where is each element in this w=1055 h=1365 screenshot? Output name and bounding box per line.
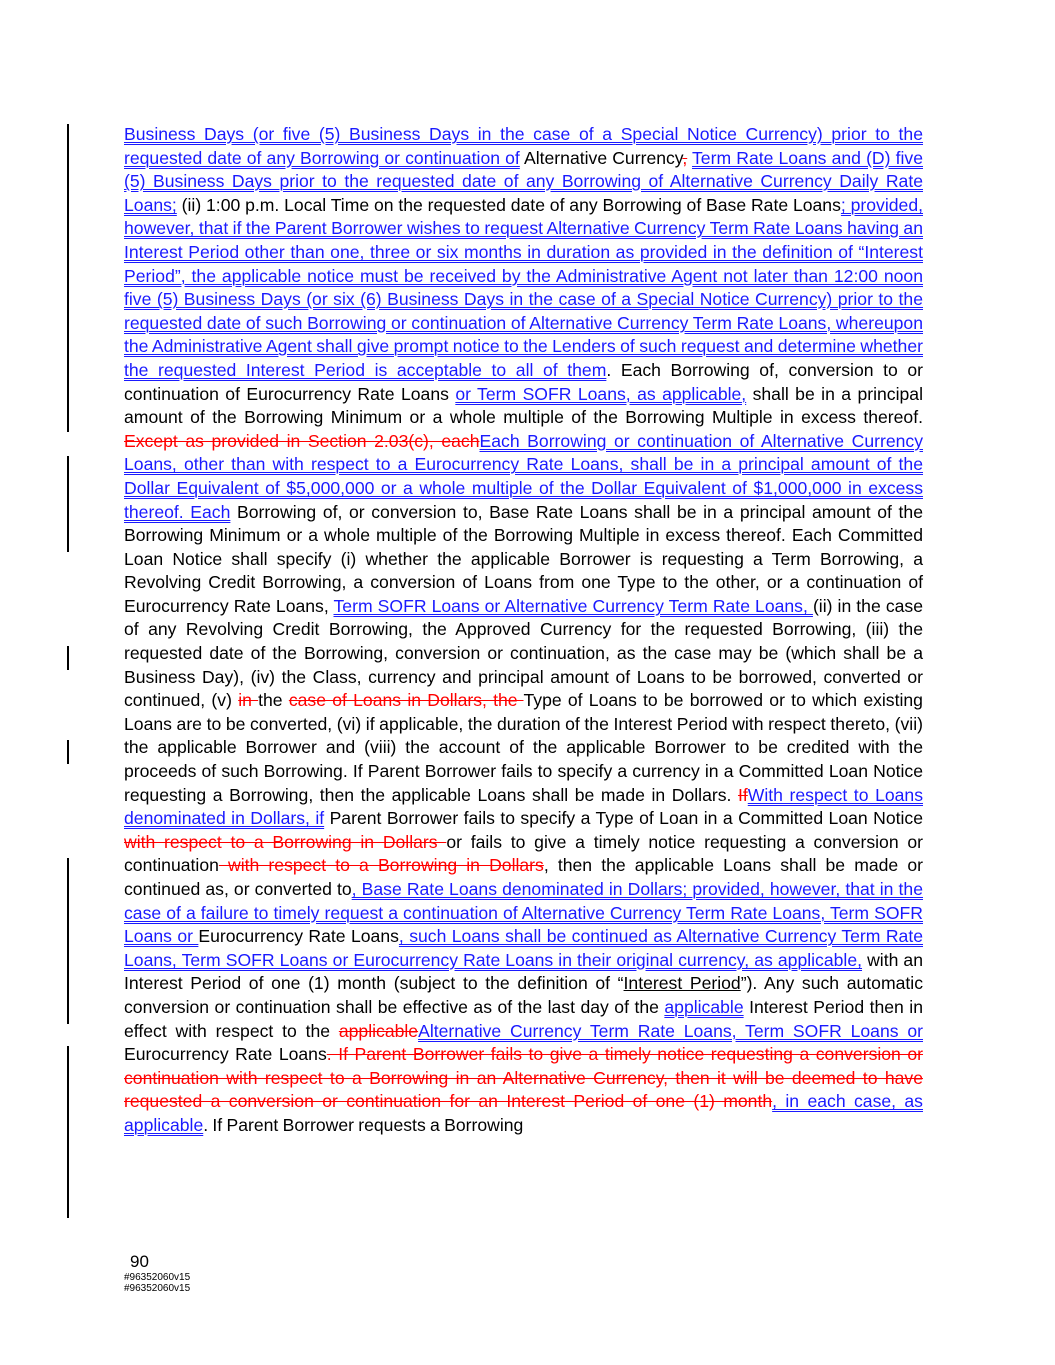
body-paragraph — [124, 123, 923, 1138]
inserted-text: , such Loans shall be continued as Alternative Currency Term Rate Loans, Term SOFR Loans or Eurocurrency Rate Loans in their original currency, as applicable, — [124, 926, 923, 970]
body-text-run: Interest Period then in effect with respect to the — [124, 996, 923, 1041]
inserted-text: Term Rate Loans and (D) five (5) Business Days prior to the requested date of any Borrowing of Alternative Currency Daily Rate Loans; — [124, 147, 923, 215]
underlined-term: Interest Period — [623, 973, 741, 994]
inserted-text: Alternative Currency Term Rate Loans, Term SOFR Loans or — [418, 1020, 923, 1041]
body-text-run: Alternative Currency — [519, 147, 683, 168]
document-id: #96352060v15 — [124, 1283, 191, 1294]
inserted-text: With respect to Loans denominated in Dollars, if — [124, 784, 923, 829]
body-text-run: or fails to give a timely notice requesting a conversion or continuation — [124, 831, 923, 876]
change-bar — [67, 124, 69, 432]
body-text-run: . Each Borrowing of, conversion to or continuation of Eurocurrency Rate Loans — [124, 359, 924, 404]
inserted-text: or Term SOFR Loans, as applicable, — [455, 383, 747, 404]
body-text-run: Borrowing of, or conversion to, Base Rate Loans shall be in a principal amount of the Borrowing Minimum or a whole multiple of the Borrowing Multiple in excess thereof. Each Committed Loan Notice shall specify (i) whether the applicable Borrower is requesting a Term Borrowing, a Revolving Credit Borrowing, a conversion of Loans from one Type to the other, or a continuation of Eurocurrency Rate Loans, — [124, 501, 923, 616]
deleted-text: with respect to a Borrowing in Dollars — [124, 831, 447, 852]
document-id: #96352060v15 — [124, 1272, 191, 1283]
body-text-run: Eurocurrency Rate Loans — [198, 926, 399, 947]
body-text-run: the — [258, 690, 289, 711]
body-text-run: . If Parent Borrower requests a Borrowing — [203, 1114, 524, 1135]
inserted-text: , Base Rate Loans denominated in Dollars; provided, however, that in the case of a failure to timely request a continuation of Alternative Currency Term Rate Loans, Term SOFR Loans or — [124, 879, 923, 947]
body-text-run: Eurocurrency Rate Loans — [124, 1044, 327, 1065]
deleted-text: with respect to a Borrowing in Dollars — [218, 855, 544, 876]
deleted-text: , — [682, 147, 688, 168]
body-text-run: with an Interest Period of one (1) month (subject to the definition of “ — [124, 949, 924, 994]
deleted-text: case of Loans in Dollars, the — [288, 690, 524, 711]
page-number: 90 — [130, 1252, 149, 1271]
change-bar — [67, 1046, 69, 1218]
inserted-text: applicable — [664, 996, 744, 1017]
deleted-text: in — [238, 690, 259, 711]
change-bar — [67, 646, 69, 670]
deleted-text: applicable — [338, 1020, 419, 1041]
page-footer — [124, 1252, 190, 1294]
inserted-text: , in each case, as applicable — [124, 1091, 923, 1135]
deleted-text: . If Parent Borrower fails to give a timely notice requesting a conversion or continuation with respect to a Borrowing in an Alternative Currency, then it will be deemed to have requested a conversion or continuation for an Interest Period of one (1) month — [124, 1044, 924, 1112]
body-text-run: (ii) in the case of any Revolving Credit Borrowing, the Approved Currency for the requested Borrowing, (iii) the requested date of the Borrowing, conversion or continuation, as the case may be (which shall be a Business Day), (iv) the Class, currency and principal amount of Loans to be borrowed, converted or continued, (v) — [124, 595, 923, 711]
inserted-text: ; provided, however, that if the Parent Borrower wishes to request Alternative Currency Term Rate Loans having an Interest Period other than one, three or six months in duration as provided in the definition of “Interest Period”, the applicable notice must be received by the Administrative Agent not later than 12:00 noon five (5) Business Days (or six (6) Business Days in the case of a Special Notice Currency) prior to the requested date of such Borrowing or continuation of Alternative Currency Term Rate Loans, whereupon the Administrative Agent shall give prompt notice to the Lenders of such request and determine whether the requested Interest Period is acceptable to all of them — [124, 194, 923, 380]
deleted-text: Except as provided in Section 2.03(c), each — [124, 430, 480, 451]
change-bar — [67, 858, 69, 1024]
body-text-run: (ii) 1:00 p.m. Local Time on the requested date of any Borrowing of Base Rate Loans — [176, 194, 841, 215]
body-text-run: Type of Loans to be borrowed or to which existing Loans are to be converted, (vi) if applicable, the duration of the Interest Period with respect thereto, (vii) the applicable Borrower and (viii) the account of the applicable Borrower to be credited with the proceeds of such Borrowing. If Parent Borrower fails to specify a currency in a Committed Loan Notice requesting a Borrowing, then the applicable Loans shall be made in Dollars. — [124, 690, 923, 805]
inserted-text: Business Days (or five (5) Business Days in the case of a Special Notice Currency) prior to the requested date of any Borrowing or continuation of — [124, 124, 923, 168]
body-text-run: Parent Borrower fails to specify a Type of Loan in a Committed Loan Notice — [324, 808, 923, 829]
deleted-text: If — [737, 784, 748, 805]
body-text-run: , then the applicable Loans shall be made or continued as, or converted to — [124, 855, 923, 899]
change-bar — [67, 740, 69, 764]
body-text-run: ”). Any such automatic conversion or continuation shall be effective as of the last day of the — [124, 973, 923, 1017]
inserted-text: Term SOFR Loans or Alternative Currency Term Rate Loans, — [333, 595, 813, 616]
inserted-text: Each Borrowing or continuation of Alternative Currency Loans, other than with respect to a Eurocurrency Rate Loans, shall be in a principal amount of the Dollar Equivalent of $5,000,000 or a whole multiple of the Dollar Equivalent of $1,000,000 in excess thereof. Each — [124, 430, 923, 522]
change-bar — [67, 456, 69, 552]
body-text-run: shall be in a principal amount of the Borrowing Minimum or a whole multiple of the Borrowing Multiple in excess thereof. — [124, 383, 923, 428]
